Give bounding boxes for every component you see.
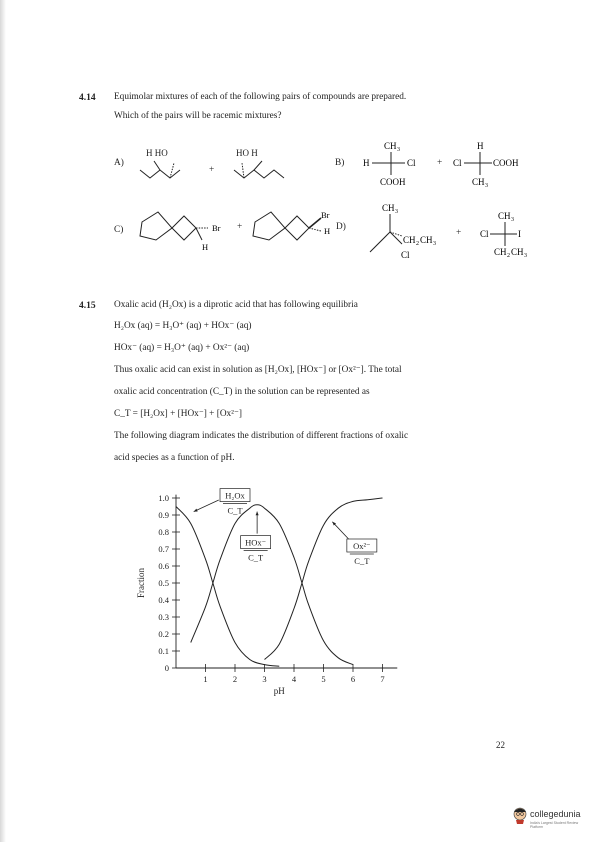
q415-text-line1: Oxalic acid (H₂Ox) is a diprotic acid that has following equilibria (114, 300, 358, 310)
y-tick-label: 0 (164, 663, 169, 673)
option-c-left-spiro (132, 208, 242, 258)
page-edge-shadow (0, 0, 6, 842)
c-right-sub1: Br (321, 210, 330, 220)
option-b-left-fischer (360, 138, 430, 192)
x-tick-label: 1 (203, 674, 208, 684)
x-tick-label: 6 (350, 674, 356, 684)
x-tick-label: 7 (380, 674, 385, 684)
y-tick-label: 0.9 (158, 510, 169, 520)
q415-text-line3: oxalic acid concentration (C_T) in the solution can be represented as (114, 387, 370, 397)
option-d-label: D) (336, 222, 346, 232)
d-left-top-sub: 3 (395, 209, 398, 215)
d-left-mid2: CH (420, 235, 433, 245)
hox-label-denominator: C_T (248, 552, 264, 563)
d-right-top-sub: 3 (511, 217, 514, 223)
option-b-plus: + (437, 158, 443, 168)
h2ox-label-denominator: C_T (227, 505, 243, 516)
hox-curve (191, 505, 353, 665)
option-d-plus: + (456, 228, 462, 238)
d-left-bottom: Cl (401, 250, 410, 260)
y-tick-label: 0.5 (158, 578, 169, 588)
b-left-right: Cl (407, 158, 416, 168)
h2ox-curve (176, 507, 279, 667)
option-d-right-fischer (472, 208, 552, 264)
y-tick-label: 0.7 (158, 544, 169, 554)
option-a-right-label: HO H (236, 148, 258, 158)
x-tick-label: 2 (232, 674, 238, 684)
b-right-left: Cl (453, 158, 462, 168)
option-c-label: C) (114, 225, 124, 235)
x-axis-label: pH (273, 686, 285, 696)
b-left-bottom: COOH (380, 177, 406, 187)
q415-equation3: C_T = [H₂Ox] + [HOx⁻] + [Ox²⁻] (114, 409, 242, 419)
y-tick-label: 0.3 (158, 612, 169, 622)
option-a-left-structure (138, 160, 198, 188)
y-tick-label: 0.6 (158, 561, 169, 571)
y-tick-label: 1.0 (158, 493, 169, 503)
c-right-sub2: H (324, 226, 331, 236)
option-d-left-structure (360, 200, 460, 262)
d-left-mid-sub: 2 (416, 241, 419, 247)
d-right-left: Cl (480, 229, 489, 239)
h2ox-label-numerator: H₂Ox (225, 490, 245, 501)
q414-text-line1: Equimolar mixtures of each of the following pairs of compounds are prepared. (114, 92, 407, 102)
ox-curve (265, 498, 383, 660)
y-axis-label: Fraction (136, 568, 146, 598)
option-a-right-structure (230, 160, 300, 188)
c-left-sub1: Br (212, 223, 221, 233)
ox-label-numerator: Ox²⁻ (353, 541, 371, 551)
x-tick-label: 3 (262, 674, 267, 684)
b-right-top: H (477, 141, 484, 151)
option-c-plus: + (237, 222, 243, 232)
d-right-top: CH (498, 211, 511, 221)
q415-equation1: H₂Ox (aq) = H₃O⁺ (aq) + HOx⁻ (aq) (114, 321, 252, 331)
d-right-right: I (518, 229, 521, 239)
hox-arrow-head (256, 512, 259, 516)
h2ox-arrow (194, 500, 219, 512)
page-number: 22 (496, 740, 505, 750)
hox-label (241, 536, 271, 563)
x-tick-label: 4 (291, 674, 297, 684)
option-a-plus: + (209, 165, 215, 175)
speciation-chart (130, 480, 410, 715)
b-left-left: H (363, 158, 370, 168)
option-a-left-label: H HO (146, 148, 168, 158)
b-right-bottom-sub: 3 (485, 183, 488, 189)
d-left-top: CH (382, 203, 395, 213)
q415-text-line5: acid species as a function of pH. (114, 453, 235, 463)
logo-tagline: India's Largest Student Review Platform (530, 821, 579, 829)
d-left-mid: CH (403, 235, 416, 245)
d-right-bottom2-sub: 3 (524, 253, 527, 259)
x-tick-label: 5 (321, 674, 326, 684)
q415-equation2: HOx⁻ (aq) = H₃O⁺ (aq) + Ox²⁻ (aq) (114, 343, 250, 353)
y-tick-label: 0.8 (158, 527, 169, 537)
b-right-right: COOH (493, 158, 519, 168)
b-right-bottom: CH (472, 177, 485, 187)
q414-text-line2: Which of the pairs will be racemic mixtures? (114, 111, 282, 121)
d-right-bottom2: CH (511, 247, 524, 257)
hox-label-numerator: HOx⁻ (245, 537, 267, 548)
option-b-label: B) (335, 158, 345, 168)
option-b-right-fischer (450, 138, 540, 192)
b-left-top: CH (384, 141, 397, 151)
d-right-bottom-sub: 2 (507, 253, 510, 259)
y-tick-label: 0.2 (158, 629, 169, 639)
ox-label-denominator: C_T (354, 556, 370, 566)
mascot-icon (512, 806, 528, 824)
q415-text-line4: The following diagram indicates the distribution of different fractions of oxalic (114, 431, 409, 441)
y-tick-label: 0.1 (158, 646, 169, 656)
y-tick-label: 0.4 (158, 595, 169, 605)
ox-label (347, 539, 377, 566)
question-number-4-15: 4.15 (79, 301, 96, 311)
question-number-4-14: 4.14 (79, 93, 96, 103)
b-left-top-sub: 3 (397, 147, 400, 153)
c-left-sub2: H (202, 242, 209, 252)
q415-text-line2: Thus oxalic acid can exist in solution as [H₂Ox], [HOx⁻] or [Ox²⁻]. The total (114, 365, 402, 375)
collegedunia-logo (512, 806, 580, 828)
option-c-right-spiro (245, 204, 340, 254)
logo-name: collegedunia (530, 809, 581, 819)
d-left-mid2-sub: 3 (433, 241, 436, 247)
d-right-bottom: CH (494, 247, 507, 257)
option-a-label: A) (114, 158, 124, 168)
